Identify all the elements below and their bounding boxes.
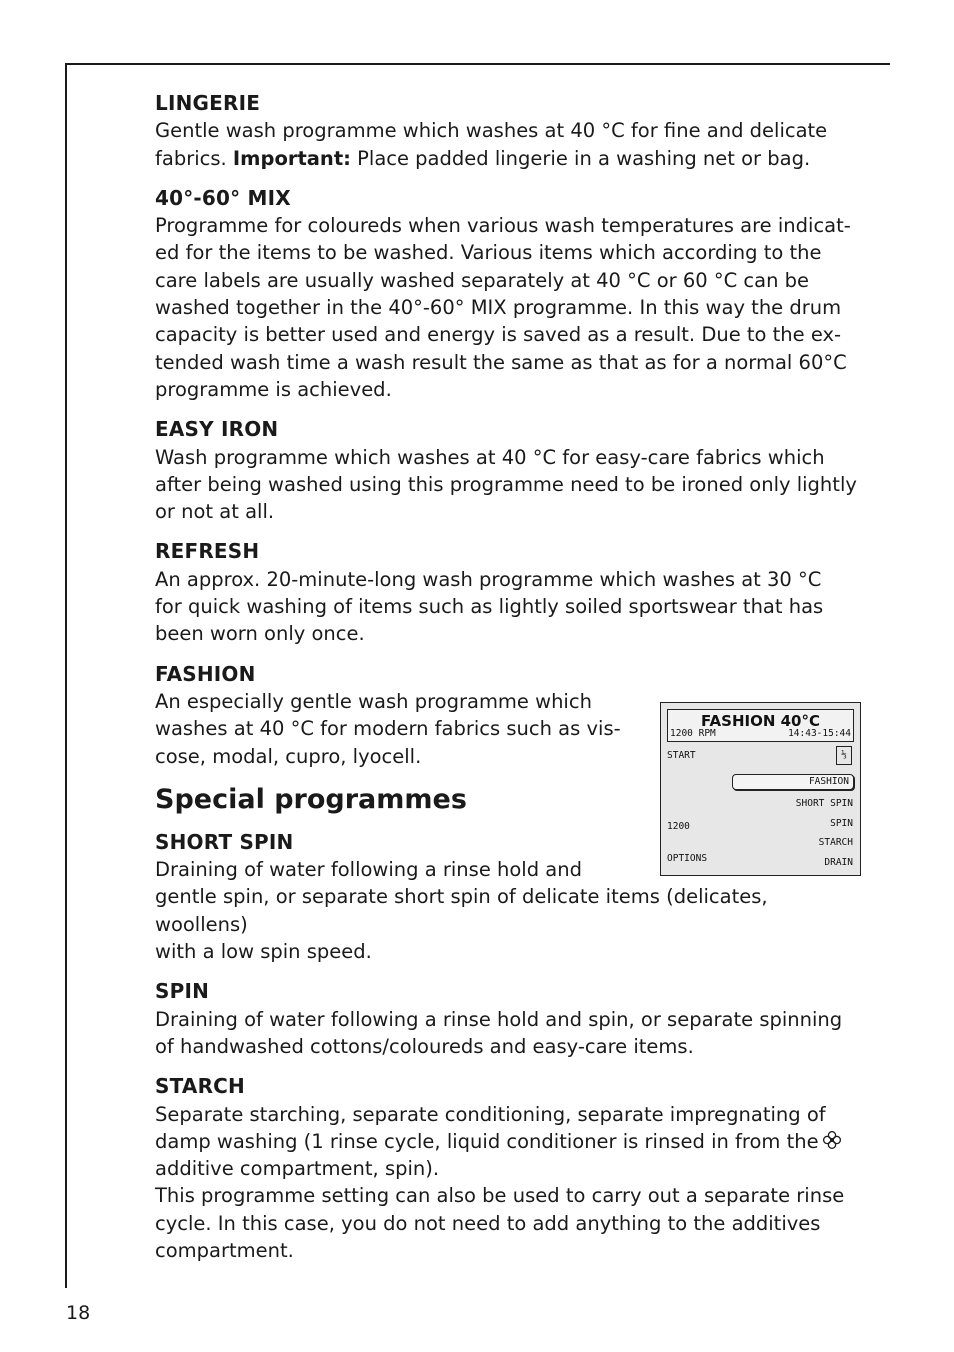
text-span: Place padded lingerie in a washing net or bag. (350, 146, 811, 170)
lcd-menu-item-selected: FASHION (732, 774, 854, 790)
text-line: been worn only once. (155, 622, 365, 646)
text-line: Programme for coloureds when various wash temperatures are indicat- (155, 214, 851, 238)
text-line: gentle spin, or separate short spin of delicate items (delicates, woollens) (155, 885, 768, 936)
section-text (155, 212, 865, 403)
section-text (155, 117, 865, 172)
text-line: Draining of water following a rinse hold and spin, or separate spinning (155, 1007, 843, 1031)
text-line: Separate starching, separate conditioning, separate impregnating of (155, 1102, 826, 1126)
lcd-spin-speed: 1200 (667, 821, 690, 832)
text-line: An approx. 20-minute-long wash programme which washes at 30 °C (155, 567, 822, 591)
text-span: damp washing (1 rinse cycle, liquid conditioner is rinsed in from the (155, 1129, 819, 1153)
text-line: This programme setting can also be used to carry out a separate rinse (155, 1184, 845, 1208)
frame-top-rule (65, 63, 890, 65)
lcd-menu-item: SHORT SPIN (795, 798, 853, 809)
section-fashion (155, 661, 635, 770)
lcd-options: OPTIONS (667, 853, 708, 864)
section-starch (155, 1073, 865, 1264)
section-heading: STARCH (155, 1074, 245, 1099)
section-heading: 40°-60° MIX (155, 185, 291, 210)
page-number: 18 (66, 1302, 91, 1324)
section-lingerie (155, 90, 865, 172)
section-text (155, 688, 635, 770)
lcd-display-illustration (660, 702, 861, 876)
frame-left-rule (65, 63, 67, 1288)
text-line: capacity is better used and energy is saved as a result. Due to the ex- (155, 323, 842, 347)
text-line: washes at 40 °C for modern fabrics such as vis- (155, 717, 621, 741)
text-line: of handwashed cottons/coloureds and easy-care items. (155, 1034, 694, 1058)
section-heading: REFRESH (155, 539, 260, 564)
section-refresh (155, 538, 865, 647)
section-text (155, 1006, 865, 1061)
special-programmes-title: Special programmes (155, 783, 467, 815)
lcd-start: START (667, 750, 696, 761)
text-line: Wash programme which washes at 40 °C for easy-care fabrics which (155, 445, 825, 469)
section-text (155, 566, 865, 648)
lcd-hourglass-icon: ⅓ (836, 746, 852, 765)
text-line: compartment. (155, 1238, 294, 1262)
section-easy-iron (155, 416, 865, 525)
text-line (155, 145, 865, 172)
text-line: cycle. In this case, you do not need to add anything to the additives (155, 1211, 821, 1235)
text-line: with a low spin speed. (155, 940, 372, 964)
section-text (155, 444, 865, 526)
section-text (155, 1101, 865, 1265)
text-span: fabrics. (155, 146, 233, 170)
lcd-menu (732, 774, 854, 872)
text-line: cose, modal, cupro, lyocell. (155, 744, 422, 768)
lcd-program-title: FASHION 40°C (701, 712, 820, 730)
lcd-menu-item: DRAIN (824, 856, 853, 868)
text-line (155, 1128, 865, 1155)
text-line: additive compartment, spin). (155, 1157, 440, 1181)
lcd-header (667, 709, 854, 742)
lcd-rpm: 1200 RPM (670, 728, 716, 739)
text-line: Draining of water following a rinse hold and (155, 858, 582, 882)
text-line: care labels are usually washed separately at 40 °C or 60 °C can be (155, 268, 810, 292)
section-40-60-mix (155, 185, 865, 403)
lcd-menu-item: SPIN (830, 817, 853, 829)
text-line: Gentle wash programme which washes at 40 °C for fine and delicate (155, 119, 828, 143)
section-heading: LINGERIE (155, 91, 261, 115)
text-line: or not at all. (155, 500, 275, 524)
text-line: An especially gentle wash programme which (155, 689, 592, 713)
text-line: ed for the items to be washed. Various items which according to the (155, 241, 822, 265)
section-heading: SPIN (155, 979, 210, 1004)
flower-icon (822, 1130, 842, 1150)
text-line: washed together in the 40°-60° MIX programme. In this way the drum (155, 296, 842, 320)
page-content (155, 90, 865, 1277)
important-label: Important: (232, 146, 351, 170)
lcd-time: 14:43-15:44 (788, 728, 851, 739)
text-line: for quick washing of items such as lightly soiled sportswear that has (155, 595, 824, 619)
section-spin (155, 978, 865, 1060)
section-heading: SHORT SPIN (155, 829, 294, 854)
text-line: after being washed using this programme need to be ironed only lightly (155, 472, 857, 496)
text-line: tended wash time a wash result the same as that as for a normal 60°C (155, 350, 847, 374)
text-line: programme is achieved. (155, 377, 392, 401)
section-heading: FASHION (155, 661, 256, 686)
section-heading: EASY IRON (155, 417, 279, 442)
lcd-menu-item: STARCH (818, 837, 853, 848)
